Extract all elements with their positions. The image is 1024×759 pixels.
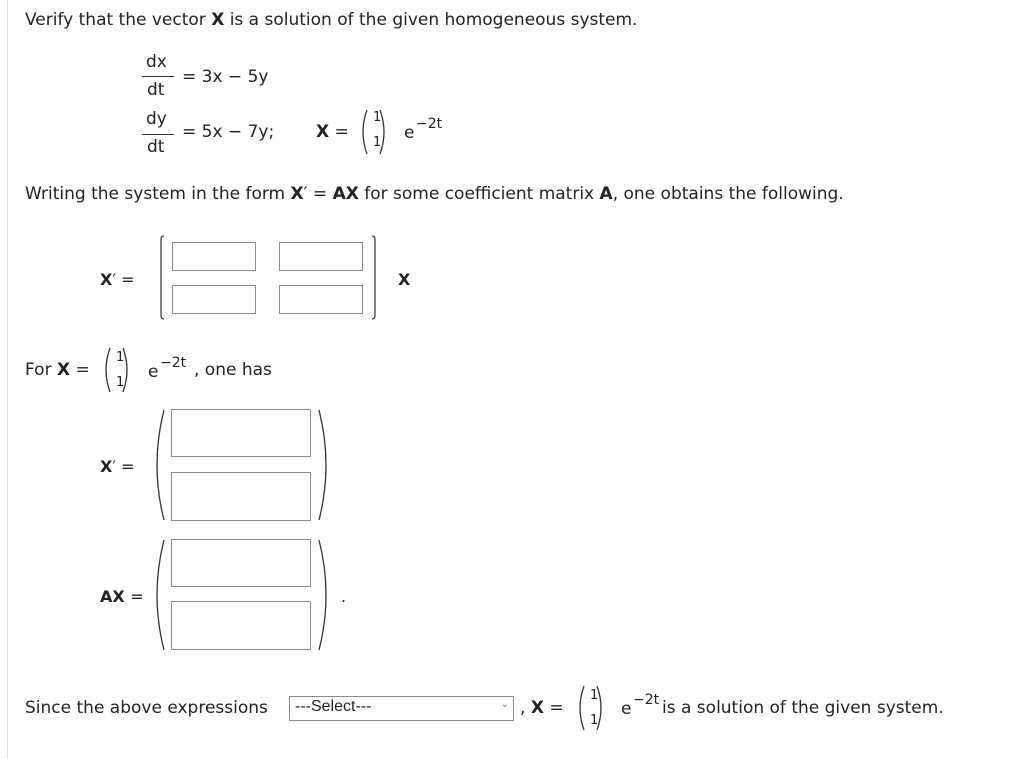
solution-vector-entry-1: 1 [373, 110, 382, 125]
eq2-rhs: = 5x − 7y; [182, 122, 275, 142]
for-x-tail: , one has [194, 360, 272, 380]
conclusion-exp-power: −2t [633, 692, 660, 708]
for-x-vector-entry-2: 1 [116, 375, 125, 390]
ax-label: AX = [100, 587, 144, 606]
matrix-rhs-x: X [398, 270, 411, 289]
ax-period: . [341, 587, 347, 606]
conclusion-select-value: ---Select--- [295, 698, 372, 715]
matrix-lhs-label: X′ = [100, 270, 135, 289]
conclusion-vector-entry-1: 1 [590, 688, 599, 703]
eq1-rhs: = 3x − 5y [182, 67, 269, 87]
xprime-entry-1-input[interactable] [171, 409, 311, 457]
exp-power: −2t [416, 116, 443, 132]
conclusion-exp-base: e [621, 699, 632, 719]
for-x-exp-base: e [148, 362, 159, 382]
form-sentence: Writing the system in the form X′ = AX for some coefficient matrix A, one obtains the following. [25, 184, 844, 204]
matrix-a22-input[interactable] [279, 285, 363, 314]
solution-vector-label: X = [316, 122, 349, 142]
eq2-numerator: dy [146, 109, 167, 129]
eq1-fraction-bar [142, 76, 174, 77]
eq2-denominator: dt [147, 137, 165, 157]
exp-base: e [404, 123, 415, 143]
xprime-entry-2-input[interactable] [171, 472, 311, 521]
conclusion-vector-entry-2: 1 [590, 713, 599, 728]
xprime-label: X′ = [100, 457, 135, 476]
conclusion-post: is a solution of the given system. [662, 698, 944, 718]
conclusion-pre: Since the above expressions [25, 698, 268, 718]
for-x-exp-power: −2t [160, 355, 187, 371]
eq1-numerator: dx [146, 52, 167, 72]
for-x-label: For X = [25, 360, 90, 380]
for-x-vector-entry-1: 1 [116, 350, 125, 365]
problem-statement: Verify that the vector X is a solution of the given homogeneous system. [25, 10, 638, 30]
eq1-denominator: dt [147, 80, 165, 100]
matrix-a21-input[interactable] [172, 285, 256, 314]
matrix-a12-input[interactable] [279, 242, 363, 271]
conclusion-select[interactable] [289, 696, 514, 721]
matrix-a11-input[interactable] [172, 242, 256, 271]
solution-vector-entry-2: 1 [373, 135, 382, 150]
ax-entry-2-input[interactable] [171, 601, 311, 650]
ax-entry-1-input[interactable] [171, 539, 311, 587]
conclusion-x-label: , X = [520, 698, 564, 718]
chevron-down-icon: ⌄ [500, 699, 509, 710]
eq2-fraction-bar [142, 134, 174, 135]
